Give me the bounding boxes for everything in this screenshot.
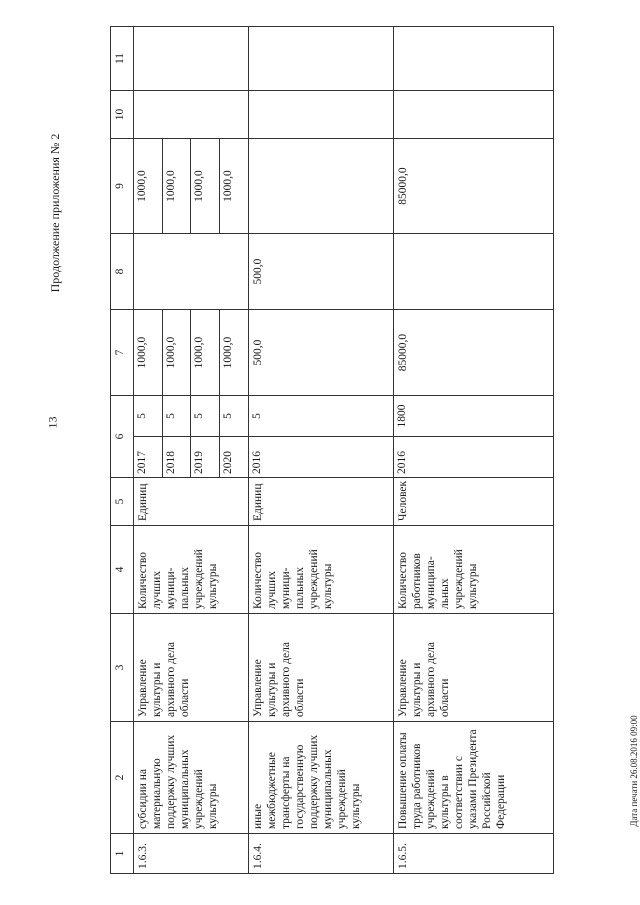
- year-qty-subtable: [249, 396, 393, 477]
- page-number: 13: [45, 416, 60, 429]
- col7-value: 1000,0: [134, 310, 162, 395]
- col7-value: 1000,0: [162, 310, 191, 395]
- year-value: 2016: [394, 437, 553, 478]
- header-cell: 3: [111, 614, 134, 722]
- rotated-table-frame: [110, 27, 535, 874]
- year-qty-cell: [249, 396, 394, 478]
- col7-value: 1000,0: [191, 310, 220, 395]
- col10-cell: [134, 91, 249, 139]
- col11-cell: [394, 27, 554, 91]
- year-qty-subtable: [134, 396, 248, 477]
- row-executor: Управление культуры и архивного дела области: [249, 614, 394, 722]
- col10-cell: [249, 91, 394, 139]
- qty-value: 5: [134, 396, 162, 437]
- col9-value: 1000,0: [222, 170, 235, 202]
- row-unit: Единиц: [249, 478, 394, 526]
- row-name: Повышение оплаты труда работников учреждений культуры в соответствии с указами Президента Российской Федерации: [394, 722, 554, 834]
- year-value: 2017: [134, 437, 162, 478]
- row-indicator: Количество лучших муници-пальных учреждений культуры: [249, 526, 394, 614]
- header-cell: 8: [111, 234, 134, 310]
- year-value: 2018: [162, 437, 191, 478]
- header-cell: 5: [111, 478, 134, 526]
- col11-cell: [249, 27, 394, 91]
- header-cell: 9: [111, 139, 134, 234]
- program-table: [110, 26, 554, 874]
- col9-cell: [134, 139, 249, 234]
- row-indicator: Количество лучших муници-пальных учреждений культуры: [134, 526, 249, 614]
- col9-value: 1000,0: [191, 139, 220, 233]
- col7-value: 85000,0: [394, 310, 554, 396]
- row-name: субсидии на материальную поддержку лучших муниципальных учреждений культуры: [134, 722, 249, 834]
- print-date: Дата печати 26.08.2016 09:00: [629, 715, 639, 827]
- appendix-caption: Продолжение приложения № 2: [48, 133, 62, 293]
- header-cell: 6: [111, 396, 134, 478]
- table-row: [249, 27, 394, 874]
- header-row: [111, 27, 134, 874]
- col8-value: [394, 234, 554, 310]
- qty-value: 5: [251, 413, 263, 419]
- header-cell: 10: [111, 91, 134, 139]
- col7-value: 1000,0: [222, 336, 235, 369]
- header-cell: 1: [111, 834, 134, 874]
- year-qty-cell: [394, 396, 554, 478]
- table-container: [110, 27, 535, 874]
- col9-value: 1000,0: [162, 139, 191, 233]
- row-executor: Управление культуры и архивного дела области: [394, 614, 554, 722]
- header-cell: 4: [111, 526, 134, 614]
- row-unit: Единиц: [134, 478, 249, 526]
- col7-value: 500,0: [249, 310, 394, 396]
- row-code: 1.6.4.: [249, 834, 394, 874]
- row-executor: Управление культуры и архивного дела области: [134, 614, 249, 722]
- row-code: 1.6.5.: [394, 834, 554, 874]
- row-unit: Человек: [394, 478, 554, 526]
- qty-value: 5: [162, 396, 191, 437]
- col7-subtable: [134, 310, 248, 395]
- col10-cell: [394, 91, 554, 139]
- table-row: [134, 27, 249, 874]
- year-qty-cell: [134, 396, 249, 478]
- col7-cell: [134, 310, 249, 396]
- col9-value: [249, 139, 394, 234]
- qty-value: 5: [191, 396, 220, 437]
- year-value: 2019: [191, 437, 220, 478]
- header-cell: 7: [111, 310, 134, 396]
- col8-value: 500,0: [249, 234, 394, 310]
- qty-value: 1800: [396, 404, 408, 428]
- header-cell: 2: [111, 722, 134, 834]
- qty-value: 5: [222, 413, 235, 419]
- col9-value: 1000,0: [134, 139, 162, 233]
- header-cell: 11: [111, 27, 134, 91]
- col9-value: 85000,0: [394, 139, 554, 234]
- row-indicator: Количество работников муниципа-льных учреждений культуры: [394, 526, 554, 614]
- col11-cell: [134, 27, 249, 91]
- row-code: 1.6.3.: [134, 834, 249, 874]
- row-name: иные межбюджетные трансферты на государственную поддержку лучших муниципальных учреждений культуры: [249, 722, 394, 834]
- year-value: 2016: [249, 437, 393, 478]
- year-value: 2020: [220, 437, 248, 478]
- col8-cell: [134, 234, 249, 310]
- year-qty-subtable: [394, 396, 553, 477]
- table-row: [394, 27, 554, 874]
- col9-subtable: [134, 139, 248, 233]
